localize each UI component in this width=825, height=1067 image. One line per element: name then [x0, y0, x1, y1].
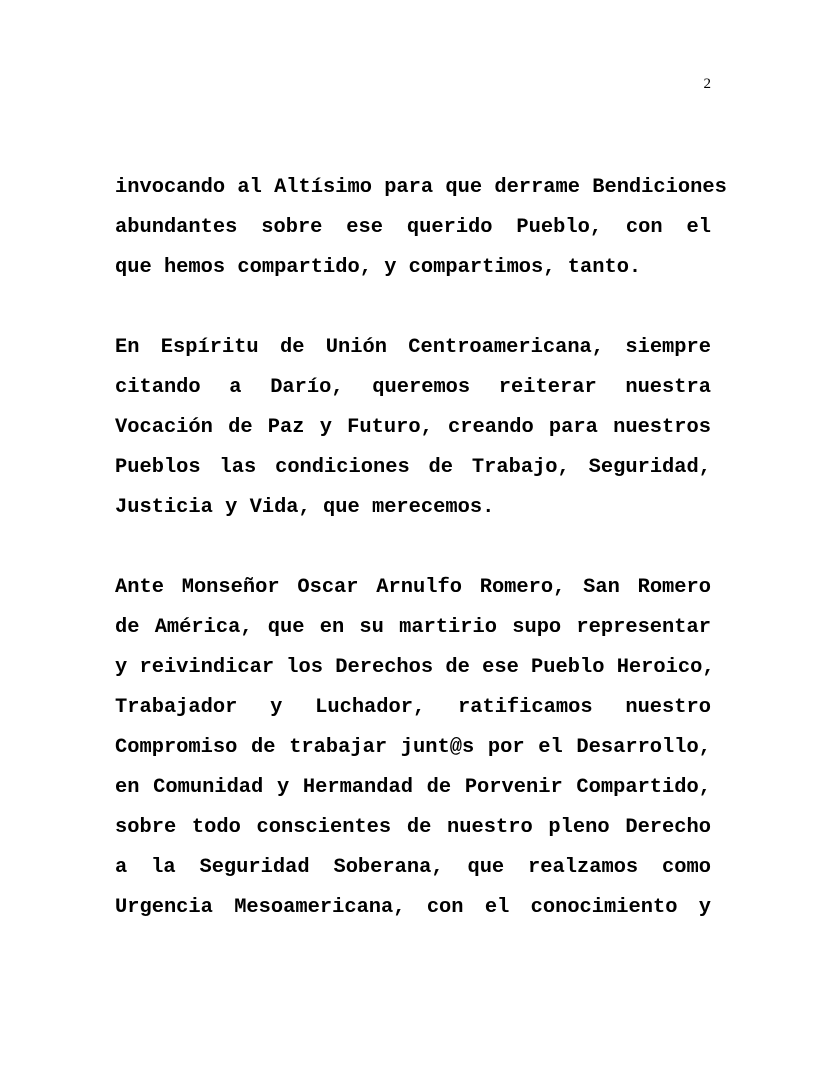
- text-line: Urgencia Mesoamericana, con el conocimiento y: [115, 896, 711, 919]
- text-line: Pueblos las condiciones de Trabajo, Seguridad,: [115, 456, 711, 479]
- text-line: en Comunidad y Hermandad de Porvenir Compartido,: [115, 776, 711, 799]
- text-line: En Espíritu de Unión Centroamericana, siempre: [115, 336, 711, 359]
- text-line: Compromiso de trabajar junt@s por el Desarrollo,: [115, 736, 711, 759]
- text-line: a la Seguridad Soberana, que realzamos como: [115, 856, 711, 879]
- page-number: 2: [703, 76, 711, 92]
- text-line: de América, que en su martirio supo representar: [115, 616, 711, 639]
- text-line: Ante Monseñor Oscar Arnulfo Romero, San Romero: [115, 576, 711, 599]
- paragraph-2: [115, 328, 711, 528]
- text-line: abundantes sobre ese querido Pueblo, con el: [115, 216, 711, 239]
- paragraph-3: [115, 568, 715, 928]
- text-line: sobre todo conscientes de nuestro pleno Derecho: [115, 816, 711, 839]
- text-line: invocando al Altísimo para que derrame Bendiciones: [115, 176, 727, 199]
- text-line: y reivindicar los Derechos de ese Pueblo Heroico,: [115, 656, 715, 679]
- text-line: citando a Darío, queremos reiterar nuestra: [115, 376, 711, 399]
- text-line-last: que hemos compartido, y compartimos, tanto.: [115, 256, 642, 279]
- body-text: [115, 168, 727, 968]
- text-line-last: Justicia y Vida, que merecemos.: [115, 496, 495, 519]
- text-line: Trabajador y Luchador, ratificamos nuestro: [115, 696, 711, 719]
- paragraph-1: [115, 168, 727, 288]
- text-line: Vocación de Paz y Futuro, creando para nuestros: [115, 416, 711, 439]
